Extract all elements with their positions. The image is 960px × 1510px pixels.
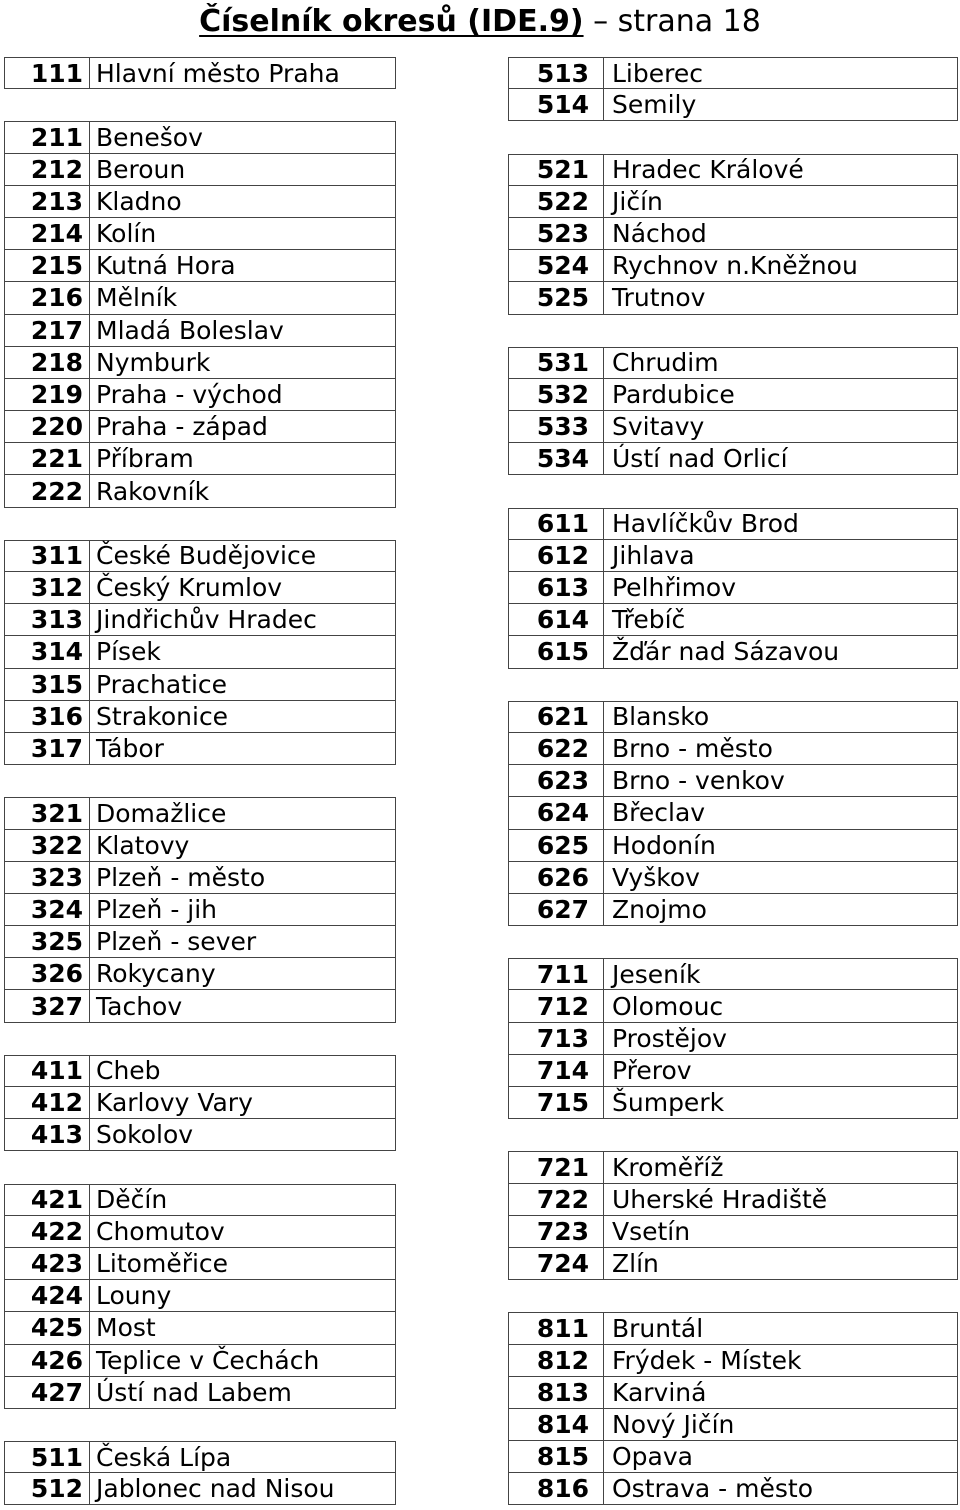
table-row	[4, 1119, 396, 1151]
district-code: 534	[508, 443, 604, 475]
district-name: Olomouc	[604, 990, 958, 1022]
district-code: 411	[4, 1055, 90, 1087]
district-code: 523	[508, 218, 604, 250]
table-row	[4, 1248, 396, 1280]
table-row	[4, 1312, 396, 1344]
table-row	[4, 1280, 396, 1312]
title-main: Číselník okresů (IDE.9)	[199, 4, 584, 39]
table-gap	[4, 1409, 396, 1441]
district-code: 531	[508, 347, 604, 379]
table-gap	[4, 508, 396, 540]
district-name: Kroměříž	[604, 1151, 958, 1183]
table-row	[508, 282, 958, 314]
table-gap	[508, 669, 958, 701]
table-row	[508, 1184, 958, 1216]
district-code: 623	[508, 765, 604, 797]
table-row	[508, 443, 958, 475]
district-code: 326	[4, 958, 90, 990]
table-row	[508, 250, 958, 282]
district-code: 412	[4, 1087, 90, 1119]
table-row	[4, 926, 396, 958]
district-code: 626	[508, 862, 604, 894]
table-row	[4, 1184, 396, 1216]
title-page-number: strana 18	[617, 4, 761, 39]
table-row	[508, 636, 958, 668]
district-code: 514	[508, 89, 604, 121]
district-code: 315	[4, 669, 90, 701]
table-row	[4, 315, 396, 347]
district-name: Jeseník	[604, 958, 958, 990]
table-gap	[508, 315, 958, 347]
district-name: Tábor	[90, 733, 396, 765]
district-name: Prostějov	[604, 1023, 958, 1055]
district-name: Vyškov	[604, 862, 958, 894]
table-row	[4, 1377, 396, 1409]
district-name: Trutnov	[604, 282, 958, 314]
district-code: 513	[508, 57, 604, 89]
district-name: Rokycany	[90, 958, 396, 990]
district-name: Česká Lípa	[90, 1441, 396, 1473]
district-name: Třebíč	[604, 604, 958, 636]
district-name: Karviná	[604, 1377, 958, 1409]
district-code: 522	[508, 186, 604, 218]
table-row	[508, 1055, 958, 1087]
table-row	[508, 1409, 958, 1441]
district-code: 323	[4, 862, 90, 894]
district-name: Jablonec nad Nisou	[90, 1473, 396, 1505]
table-row	[508, 540, 958, 572]
district-code: 624	[508, 797, 604, 829]
district-name: Svitavy	[604, 411, 958, 443]
table-gap	[4, 1151, 396, 1183]
table-row	[4, 990, 396, 1022]
district-code: 413	[4, 1119, 90, 1151]
district-code: 211	[4, 121, 90, 153]
district-code: 424	[4, 1280, 90, 1312]
table-row	[508, 604, 958, 636]
district-name: Náchod	[604, 218, 958, 250]
district-name: Prachatice	[90, 669, 396, 701]
table-row	[508, 797, 958, 829]
district-name: Sokolov	[90, 1119, 396, 1151]
district-name: Hlavní město Praha	[90, 57, 396, 89]
district-name: Ústí nad Orlicí	[604, 443, 958, 475]
table-row	[508, 154, 958, 186]
district-name: Rychnov n.Kněžnou	[604, 250, 958, 282]
district-name: Rakovník	[90, 475, 396, 507]
district-code: 214	[4, 218, 90, 250]
district-code: 217	[4, 315, 90, 347]
district-code: 325	[4, 926, 90, 958]
district-code: 313	[4, 604, 90, 636]
district-name: Český Krumlov	[90, 572, 396, 604]
district-name: Domažlice	[90, 797, 396, 829]
district-name: Plzeň - město	[90, 862, 396, 894]
district-name: Zlín	[604, 1248, 958, 1280]
table-row	[508, 862, 958, 894]
table-row	[4, 218, 396, 250]
table-row	[508, 1248, 958, 1280]
table-row	[4, 411, 396, 443]
table-row	[4, 1216, 396, 1248]
district-code: 622	[508, 733, 604, 765]
district-code: 218	[4, 347, 90, 379]
district-code: 322	[4, 830, 90, 862]
district-name: Kolín	[90, 218, 396, 250]
table-row	[508, 1473, 958, 1505]
table-row	[508, 990, 958, 1022]
district-code: 723	[508, 1216, 604, 1248]
district-code: 317	[4, 733, 90, 765]
district-name: Strakonice	[90, 701, 396, 733]
district-name: Mělník	[90, 282, 396, 314]
table-gap	[4, 765, 396, 797]
district-name: Vsetín	[604, 1216, 958, 1248]
table-row	[4, 347, 396, 379]
table-row	[4, 540, 396, 572]
district-name: Praha - západ	[90, 411, 396, 443]
table-row	[4, 1345, 396, 1377]
district-name: Havlíčkův Brod	[604, 508, 958, 540]
district-name: Pardubice	[604, 379, 958, 411]
district-code: 327	[4, 990, 90, 1022]
district-code: 613	[508, 572, 604, 604]
table-row	[508, 1087, 958, 1119]
table-row	[508, 701, 958, 733]
district-code: 715	[508, 1087, 604, 1119]
district-code: 421	[4, 1184, 90, 1216]
district-name: Bruntál	[604, 1312, 958, 1344]
district-name: Frýdek - Místek	[604, 1345, 958, 1377]
table-gap	[4, 89, 396, 121]
district-code: 222	[4, 475, 90, 507]
district-name: Louny	[90, 1280, 396, 1312]
district-code: 524	[508, 250, 604, 282]
table-row	[508, 958, 958, 990]
table-row	[508, 765, 958, 797]
district-code: 811	[508, 1312, 604, 1344]
district-code: 533	[508, 411, 604, 443]
district-code: 427	[4, 1377, 90, 1409]
district-code: 213	[4, 186, 90, 218]
table-row	[508, 411, 958, 443]
table-row	[4, 701, 396, 733]
district-code: 712	[508, 990, 604, 1022]
table-row	[508, 1023, 958, 1055]
table-gap	[508, 475, 958, 507]
district-name: Klatovy	[90, 830, 396, 862]
district-name: Cheb	[90, 1055, 396, 1087]
table-row	[4, 862, 396, 894]
district-name: Kladno	[90, 186, 396, 218]
district-name: Plzeň - jih	[90, 894, 396, 926]
district-table-right	[508, 57, 958, 1505]
district-code: 311	[4, 540, 90, 572]
district-name: Semily	[604, 89, 958, 121]
district-name: Šumperk	[604, 1087, 958, 1119]
district-name: Jičín	[604, 186, 958, 218]
district-code: 111	[4, 57, 90, 89]
district-name: Kutná Hora	[90, 250, 396, 282]
district-code: 711	[508, 958, 604, 990]
district-name: Tachov	[90, 990, 396, 1022]
district-code: 316	[4, 701, 90, 733]
district-name: Litoměřice	[90, 1248, 396, 1280]
district-name: Brno - město	[604, 733, 958, 765]
table-row	[4, 797, 396, 829]
district-code: 423	[4, 1248, 90, 1280]
district-code: 615	[508, 636, 604, 668]
table-row	[508, 733, 958, 765]
table-row	[4, 250, 396, 282]
table-row	[508, 1377, 958, 1409]
district-name: Přerov	[604, 1055, 958, 1087]
table-row	[4, 1441, 396, 1473]
table-row	[4, 572, 396, 604]
district-code: 813	[508, 1377, 604, 1409]
district-name: Most	[90, 1312, 396, 1344]
district-name: Hodonín	[604, 830, 958, 862]
district-code: 521	[508, 154, 604, 186]
district-name: Teplice v Čechách	[90, 1345, 396, 1377]
table-row	[4, 958, 396, 990]
district-table-left	[4, 57, 396, 1505]
district-code: 714	[508, 1055, 604, 1087]
table-row	[4, 154, 396, 186]
district-name: Znojmo	[604, 894, 958, 926]
table-row	[4, 186, 396, 218]
table-row	[4, 894, 396, 926]
table-row	[4, 443, 396, 475]
table-row	[4, 379, 396, 411]
district-code: 627	[508, 894, 604, 926]
table-gap	[508, 121, 958, 153]
district-code: 625	[508, 830, 604, 862]
district-name: Liberec	[604, 57, 958, 89]
district-code: 321	[4, 797, 90, 829]
district-name: Nový Jičín	[604, 1409, 958, 1441]
table-row	[4, 733, 396, 765]
table-row	[4, 604, 396, 636]
district-code: 216	[4, 282, 90, 314]
table-row	[508, 572, 958, 604]
table-row	[4, 121, 396, 153]
table-row	[508, 830, 958, 862]
district-name: Uherské Hradiště	[604, 1184, 958, 1216]
table-row	[4, 669, 396, 701]
table-row	[4, 57, 396, 89]
district-code: 713	[508, 1023, 604, 1055]
district-code: 814	[508, 1409, 604, 1441]
district-code: 812	[508, 1345, 604, 1377]
title-dash: –	[583, 4, 618, 39]
page-title	[0, 2, 960, 42]
district-name: Jindřichův Hradec	[90, 604, 396, 636]
table-row	[508, 1312, 958, 1344]
district-code: 525	[508, 282, 604, 314]
district-name: Písek	[90, 636, 396, 668]
district-code: 221	[4, 443, 90, 475]
table-row	[4, 1473, 396, 1505]
district-code: 621	[508, 701, 604, 733]
district-code: 422	[4, 1216, 90, 1248]
table-row	[508, 1216, 958, 1248]
district-name: Ústí nad Labem	[90, 1377, 396, 1409]
district-name: Chomutov	[90, 1216, 396, 1248]
table-row	[4, 1087, 396, 1119]
table-row	[508, 894, 958, 926]
district-code: 314	[4, 636, 90, 668]
district-name: Ostrava - město	[604, 1473, 958, 1505]
district-name: Mladá Boleslav	[90, 315, 396, 347]
district-code: 816	[508, 1473, 604, 1505]
district-code: 220	[4, 411, 90, 443]
table-row	[508, 1151, 958, 1183]
district-code: 612	[508, 540, 604, 572]
district-name: České Budějovice	[90, 540, 396, 572]
table-row	[508, 347, 958, 379]
district-name: Beroun	[90, 154, 396, 186]
district-code: 511	[4, 1441, 90, 1473]
table-gap	[508, 926, 958, 958]
district-code: 212	[4, 154, 90, 186]
district-code: 312	[4, 572, 90, 604]
table-gap	[508, 1280, 958, 1312]
district-name: Benešov	[90, 121, 396, 153]
table-row	[508, 379, 958, 411]
district-code: 425	[4, 1312, 90, 1344]
district-code: 324	[4, 894, 90, 926]
district-name: Chrudim	[604, 347, 958, 379]
district-code: 815	[508, 1441, 604, 1473]
table-row	[4, 830, 396, 862]
district-name: Blansko	[604, 701, 958, 733]
table-row	[4, 282, 396, 314]
district-name: Žďár nad Sázavou	[604, 636, 958, 668]
district-name: Opava	[604, 1441, 958, 1473]
district-name: Pelhřimov	[604, 572, 958, 604]
district-code: 512	[4, 1473, 90, 1505]
table-row	[508, 1345, 958, 1377]
district-code: 426	[4, 1345, 90, 1377]
table-row	[508, 1441, 958, 1473]
district-name: Brno - venkov	[604, 765, 958, 797]
district-code: 724	[508, 1248, 604, 1280]
district-name: Děčín	[90, 1184, 396, 1216]
table-row	[508, 218, 958, 250]
table-row	[508, 186, 958, 218]
district-code: 219	[4, 379, 90, 411]
table-gap	[508, 1119, 958, 1151]
district-name: Plzeň - sever	[90, 926, 396, 958]
district-code: 722	[508, 1184, 604, 1216]
table-row	[508, 89, 958, 121]
table-row	[508, 508, 958, 540]
district-code: 532	[508, 379, 604, 411]
district-name: Karlovy Vary	[90, 1087, 396, 1119]
table-row	[4, 475, 396, 507]
table-row	[4, 636, 396, 668]
table-gap	[4, 1023, 396, 1055]
district-name: Hradec Králové	[604, 154, 958, 186]
district-code: 614	[508, 604, 604, 636]
district-name: Praha - východ	[90, 379, 396, 411]
district-code: 215	[4, 250, 90, 282]
district-name: Příbram	[90, 443, 396, 475]
district-name: Jihlava	[604, 540, 958, 572]
district-name: Nymburk	[90, 347, 396, 379]
table-row	[4, 1055, 396, 1087]
district-code: 721	[508, 1151, 604, 1183]
district-name: Břeclav	[604, 797, 958, 829]
district-code: 611	[508, 508, 604, 540]
table-row	[508, 57, 958, 89]
